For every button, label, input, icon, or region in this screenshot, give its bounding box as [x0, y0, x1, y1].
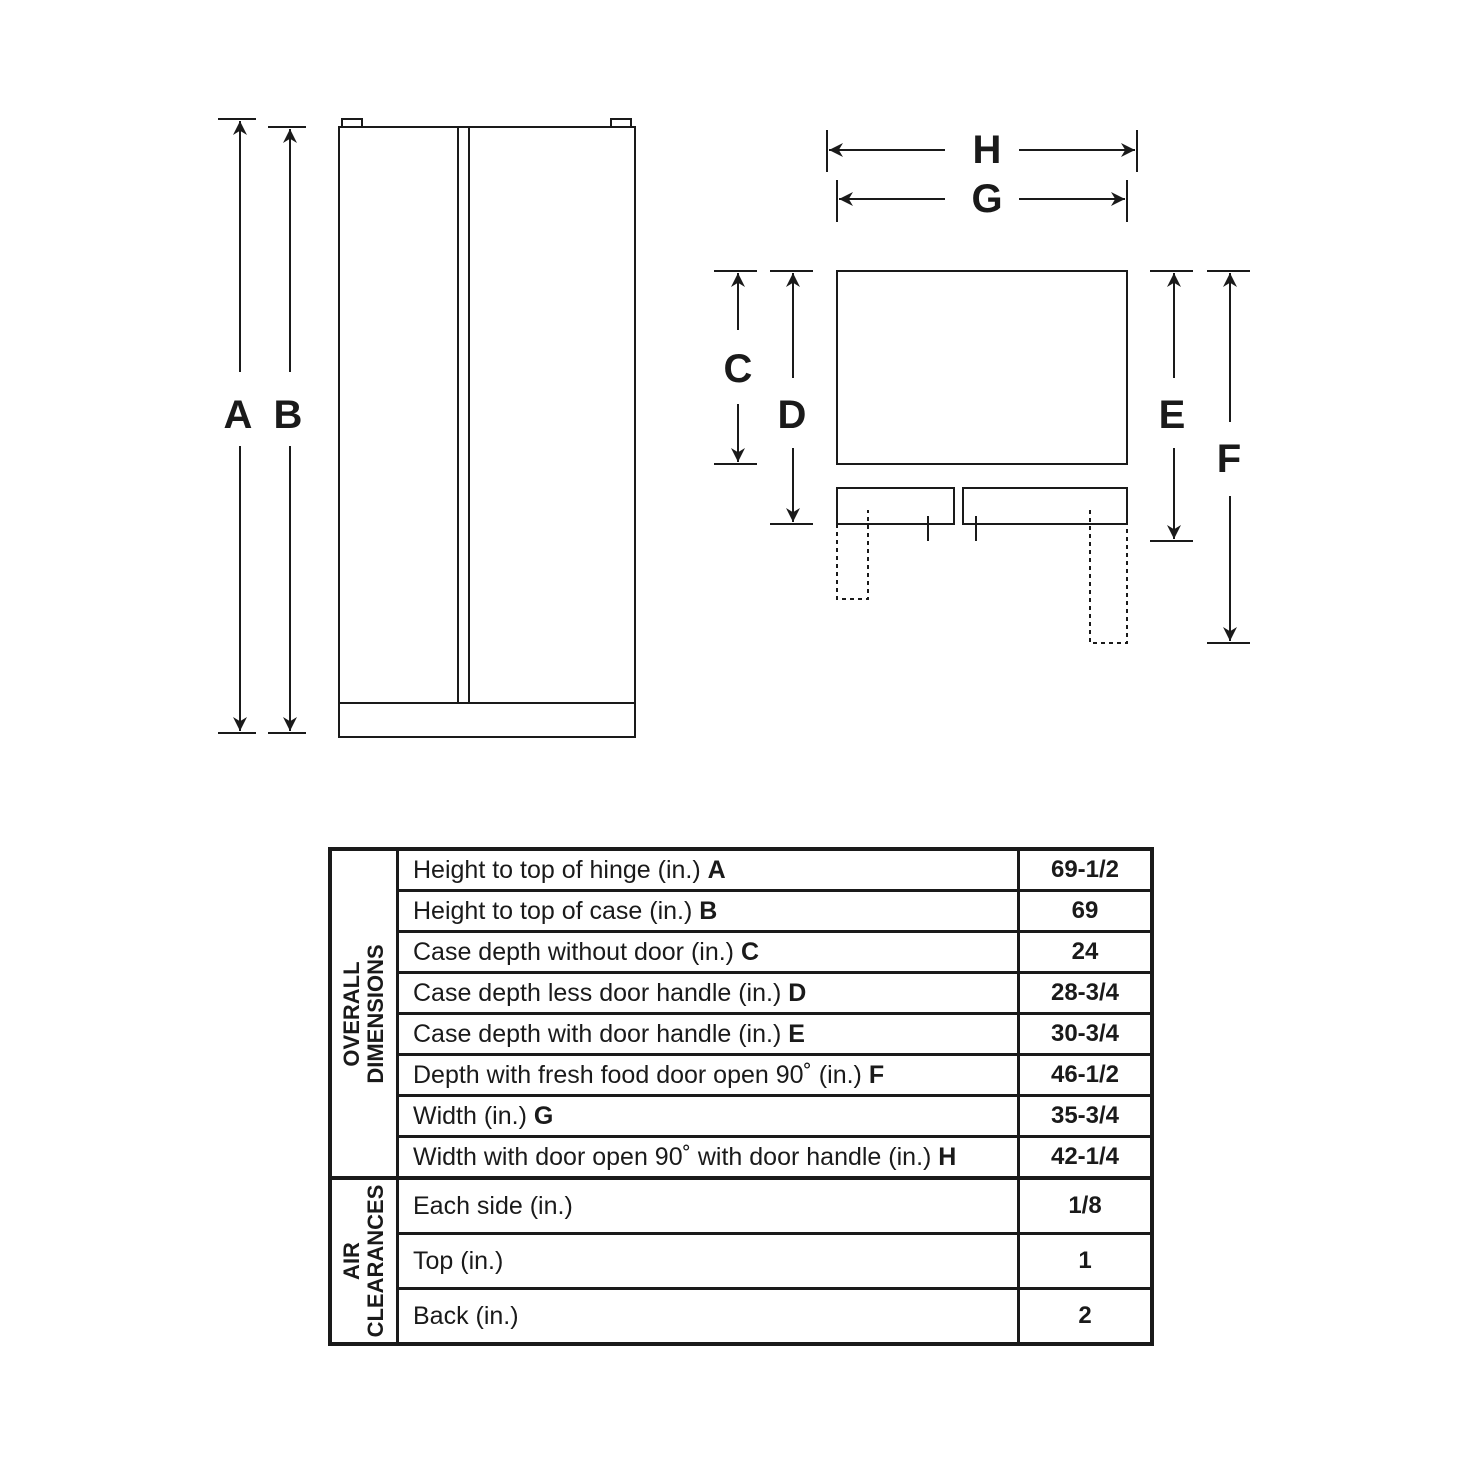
label-b: B	[273, 393, 303, 437]
row-label	[398, 1137, 1019, 1179]
case-outline	[837, 271, 1127, 464]
refrigerator-front-view	[339, 119, 635, 737]
open-door-dashed	[837, 510, 1127, 643]
group-header-line: DIMENSIONS	[363, 943, 388, 1084]
group-header-line: OVERALL	[339, 960, 364, 1067]
row-value: 2	[1019, 1289, 1153, 1345]
row-value: 46-1/2	[1019, 1055, 1153, 1096]
cabinet-outline	[339, 127, 635, 737]
row-letter: A	[707, 855, 726, 884]
row-letter: D	[788, 978, 807, 1007]
label-g: G	[971, 177, 1003, 221]
row-label-text: Width with door open 90˚ with door handle (in.)	[413, 1142, 932, 1171]
air-clearances-header	[330, 1178, 398, 1344]
table-row	[330, 1096, 1152, 1137]
label-a: A	[223, 393, 253, 437]
row-value: 35-3/4	[1019, 1096, 1153, 1137]
row-value: 1/8	[1019, 1178, 1153, 1234]
row-label	[398, 932, 1019, 973]
row-value: 69	[1019, 891, 1153, 932]
row-letter: E	[788, 1019, 805, 1048]
row-label	[398, 973, 1019, 1014]
group-header-line: AIR	[339, 1242, 364, 1280]
label-c: C	[723, 347, 753, 391]
row-label	[398, 849, 1019, 891]
table-row	[330, 932, 1152, 973]
row-letter: G	[533, 1101, 554, 1130]
row-label	[398, 1014, 1019, 1055]
row-label-text: Case depth without door (in.)	[413, 937, 735, 966]
row-label-text: Height to top of case (in.)	[413, 896, 693, 925]
row-label: Each side (in.)	[398, 1178, 1019, 1234]
table-row	[330, 1178, 1152, 1234]
label-f: F	[1216, 437, 1242, 481]
row-value: 69-1/2	[1019, 849, 1153, 891]
table-row	[330, 1014, 1152, 1055]
overall-dimensions-header	[330, 849, 398, 1178]
table-row	[330, 1289, 1152, 1345]
row-label	[398, 1055, 1019, 1096]
row-value: 30-3/4	[1019, 1014, 1153, 1055]
row-value: 28-3/4	[1019, 973, 1153, 1014]
refrigerator-top-view	[837, 271, 1127, 643]
row-label-text: Height to top of hinge (in.)	[413, 855, 701, 884]
label-h: H	[972, 128, 1002, 172]
row-letter: C	[740, 937, 760, 966]
table-row	[330, 1234, 1152, 1289]
row-label: Back (in.)	[398, 1289, 1019, 1345]
table-row	[330, 973, 1152, 1014]
row-value: 1	[1019, 1234, 1153, 1289]
label-e: E	[1158, 393, 1186, 437]
left-hinge-cap	[342, 119, 362, 127]
row-letter: B	[699, 896, 718, 925]
row-label-text: Depth with fresh food door open 90˚ (in.)	[413, 1060, 862, 1089]
row-label	[398, 891, 1019, 932]
row-letter: H	[938, 1142, 957, 1171]
row-label	[398, 1096, 1019, 1137]
table-row	[330, 1055, 1152, 1096]
left-door-outline	[837, 488, 954, 524]
right-door-outline	[963, 488, 1127, 524]
row-label-text: Width (in.)	[413, 1101, 527, 1130]
table-row	[330, 891, 1152, 932]
row-label: Top (in.)	[398, 1234, 1019, 1289]
row-label-text: Case depth with door handle (in.)	[413, 1019, 782, 1048]
table-row	[330, 1137, 1152, 1179]
row-value: 24	[1019, 932, 1153, 973]
row-letter: F	[868, 1060, 885, 1089]
row-value: 42-1/4	[1019, 1137, 1153, 1179]
dimensions-table	[328, 847, 1154, 1346]
row-label-text: Case depth less door handle (in.)	[413, 978, 782, 1007]
table-row	[330, 849, 1152, 891]
label-d: D	[777, 393, 807, 437]
right-hinge-cap	[611, 119, 631, 127]
group-header-line: CLEARANCES	[363, 1184, 388, 1338]
